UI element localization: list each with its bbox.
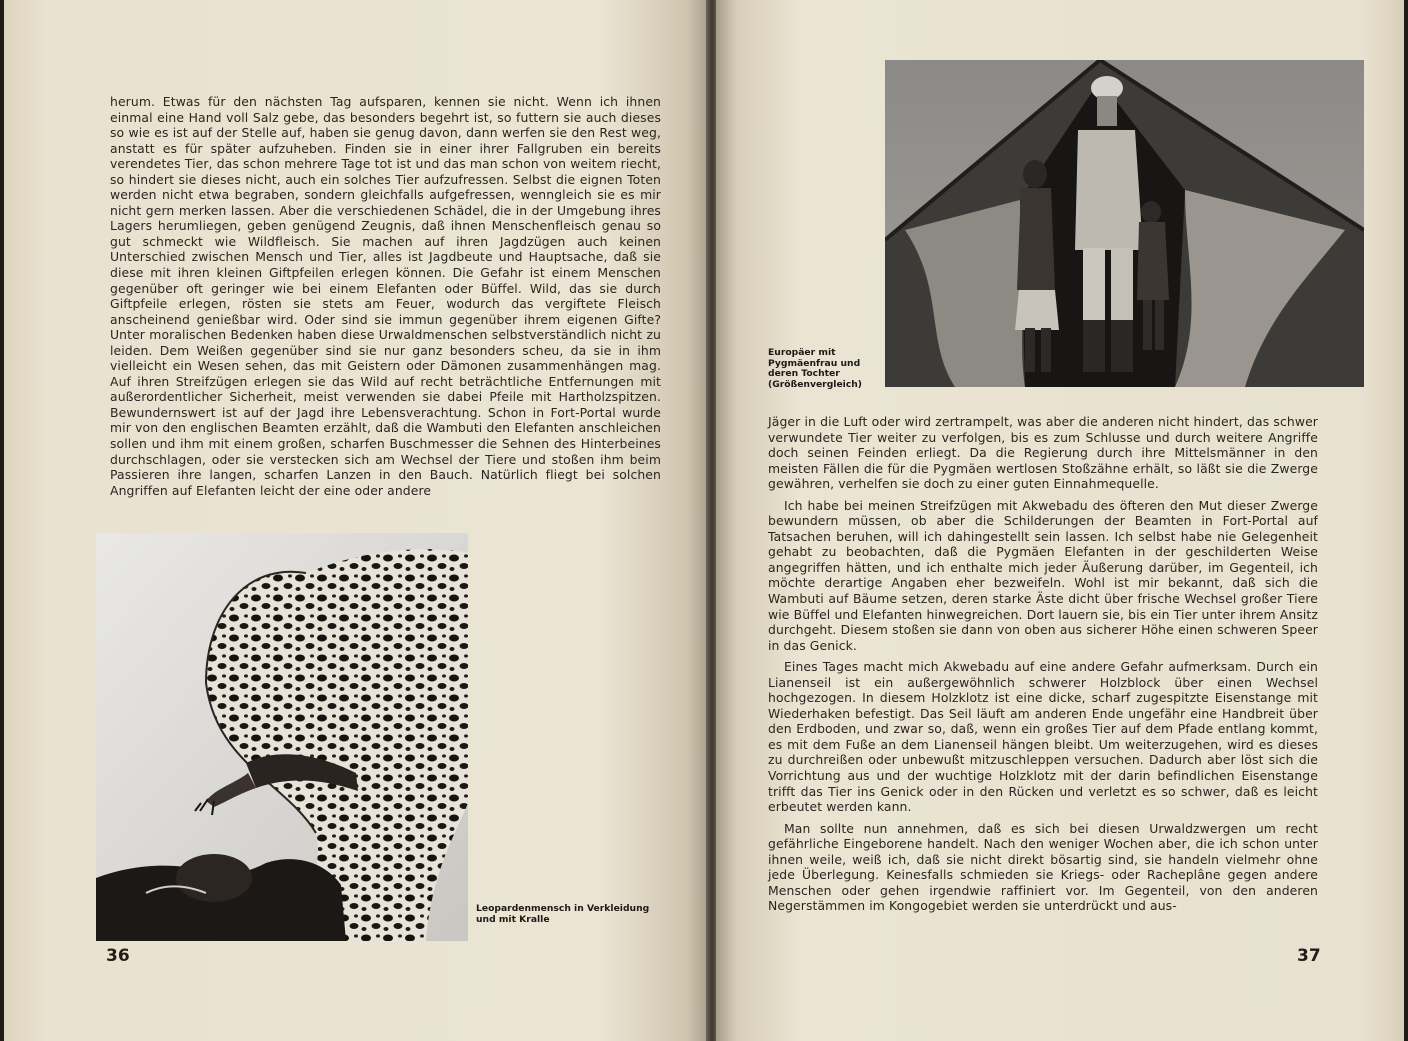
leopard-man-photo [96,533,468,941]
left-page-number: 36 [106,946,130,966]
right-text-block [768,414,1318,914]
left-text-block [110,94,661,498]
right-paragraph: Man sollte nun annehmen, daß es sich bei diesen Urwaldzwergen um recht gefährliche Eingeborene handelt. Nach den weniger Wochen aber, die ich schon unter ihnen weile, weiß ich, daß sie nicht direkt bösartig sind, sie handeln vielmehr ohne jede Überlegung. Keinesfalls schmieden sie Kriegs- oder Racheplâne gegen andere Menschen oder gehen irgendwie raffiniert vor. Im Gegenteil, von den anderen Negerstämmen im Kongogebiet werden sie unterdrückt und aus- [768,820,1318,914]
right-paragraph: Ich habe bei meinen Streifzügen mit Akwebadu des öfteren den Mut dieser Zwerge bewundern müssen, ob aber die Schilderungen der Beamten in Fort-Portal auf Tatsachen beruhen, will ich dahingestellt sein lassen. Ich selbst habe nie Gelegenheit gehabt zu beobachten, daß die Pygmäen Elefanten in der geschilderten Weise angegriffen hätten, und ich enthalte mich jeder Äußerung darüber, im Gegenteil, ich möchte derartige Angaben eher bezweifeln. Wohl ist mir bekannt, daß sich die Wambuti auf Bäume setzen, deren starke Äste dicht über frische Wechsel großer Tiere wie Büffel und Elefanten hinwegreichen. Dort lauern sie, bis ein Tier unter ihrem Ansitz durchgeht. Diesem stoßen sie dann von oben aus sicherer Höhe einen schweren Speer in das Genick. [768,497,1318,653]
left-photo-caption: Leopardenmensch in Verkleidung und mit Kralle [476,903,650,925]
left-paragraph: herum. Etwas für den nächsten Tag aufsparen, kennen sie nicht. Wenn ich ihnen einmal eine Hand voll Salz gebe, das besonders begehrt ist, so futtern sie auch dieses so wie es ist auf der Stelle auf, haben sie genug davon, dann werfen sie den Rest weg, anstatt es für später aufzuheben. Finden sie in einer ihrer Fallgruben ein bereits verendetes Tier, das schon mehrere Tage tot ist und das man schon von weitem riecht, so hindert sie dieses nicht, auch ein solches Tier aufzufressen. Selbst die eignen Toten werden nicht etwa begraben, sondern gleichfalls aufgefressen, wenngleich sie es mir nicht gern merken lassen. Aber die verschiedenen Schädel, die in der Umgebung ihres Lagers herumliegen, geben genügend Zeugnis, daß ihnen Menschenfleisch genau so gut schmeckt wie Wildfleisch. Sie machen auf ihren Jagdzügen auch keinen Unterschied zwischen Mensch und Tier, alles ist Jagdbeute und Hauptsache, daß sie diese mit ihren kleinen Giftpfeilen erlegen können. Die Gefahr ist einem Menschen gegenüber oft geringer wie bei einem Elefanten oder Büffel. Wild, das sie durch Giftpfeile erlegen, rösten sie stets am Feuer, wodurch das vergiftete Fleisch anscheinend genießbar wird. Oder sind sie immun gegenüber ihrem eigenen Gifte? Unter moralischen Bedenken haben diese Urwaldmenschen selbstverständlich nicht zu leiden. Dem Weißen gegenüber sind sie nur ganz besonders scheu, da sie in ihm vielleicht ein Wesen sehen, das mit Geistern oder Dämonen zusammenhängen mag. Auf ihren Streifzügen erlegen sie das Wild auf recht beträchtliche Entfernungen mit außerordentlicher Sicherheit, meist verwenden sie dabei Pfeile mit Hartholzspitzen. Bewundernswert ist auf der Jagd ihre Lebensverachtung. Schon in Fort-Portal wurde mir von den englischen Beamten erzählt, daß die Wambuti den Elefanten anschleichen sollen und ihm mit einem großen, scharfen Buschmesser die Sehnen des Hinterbeines durchschlagen, oder sie verstecken sich am Wechsel der Tiere und stoßen ihm beim Passieren ihre langen, scharfen Lanzen in den Bauch. Natürlich fliegt bei solchen Angriffen auf Elefanten leicht der eine oder andere [110,94,661,498]
tent-photo [885,60,1364,387]
left-page [4,0,708,1041]
right-paragraph: Jäger in die Luft oder wird zertrampelt, was aber die anderen nicht hindert, das schwer verwundete Tier weiter zu verfolgen, bis es zum Schlusse und durch weitere Angriffe doch seinen Feinden erliegt. Da die Regierung durch ihre Mittelsmänner in den meisten Fällen die für die Pygmäen wertlosen Stoßzähne erhält, so läßt sie die Zwerge gewähren, verhelfen sie doch zu einer guten Einnahmequelle. [768,414,1318,492]
right-photo-caption: Europäer mit Pygmäenfrau und deren Tochter (Größenvergleich) [768,347,863,390]
right-paragraph: Eines Tages macht mich Akwebadu auf eine andere Gefahr aufmerksam. Durch ein Lianenseil ist ein außergewöhnlich schwerer Holzblock über einen Wechsel hochgezogen. In diesem Holzklotz ist eine dicke, scharf zugespitzte Eisenstange mit Wiederhaken befestigt. Das Seil läuft am anderen Ende ungefähr eine Handbreit über den Erdboden, und zwar so, daß, wenn ein großes Tier auf dem Pfade entlang kommt, es mit dem Fuße an dem Lianenseil hängen bleibt. Um weiterzugehen, wird es dieses zu durchreißen oder unbewußt mitzuschleppen versuchen. Dadurch aber löst sich die Vorrichtung aus und der wuchtige Holzklotz mit der darin befindlichen Eisenstange trifft das Tier ins Genick oder in den Rücken und verletzt es so schwer, daß es leicht erbeutet werden kann. [768,659,1318,815]
right-page-number: 37 [1297,946,1321,966]
right-page [716,0,1404,1041]
